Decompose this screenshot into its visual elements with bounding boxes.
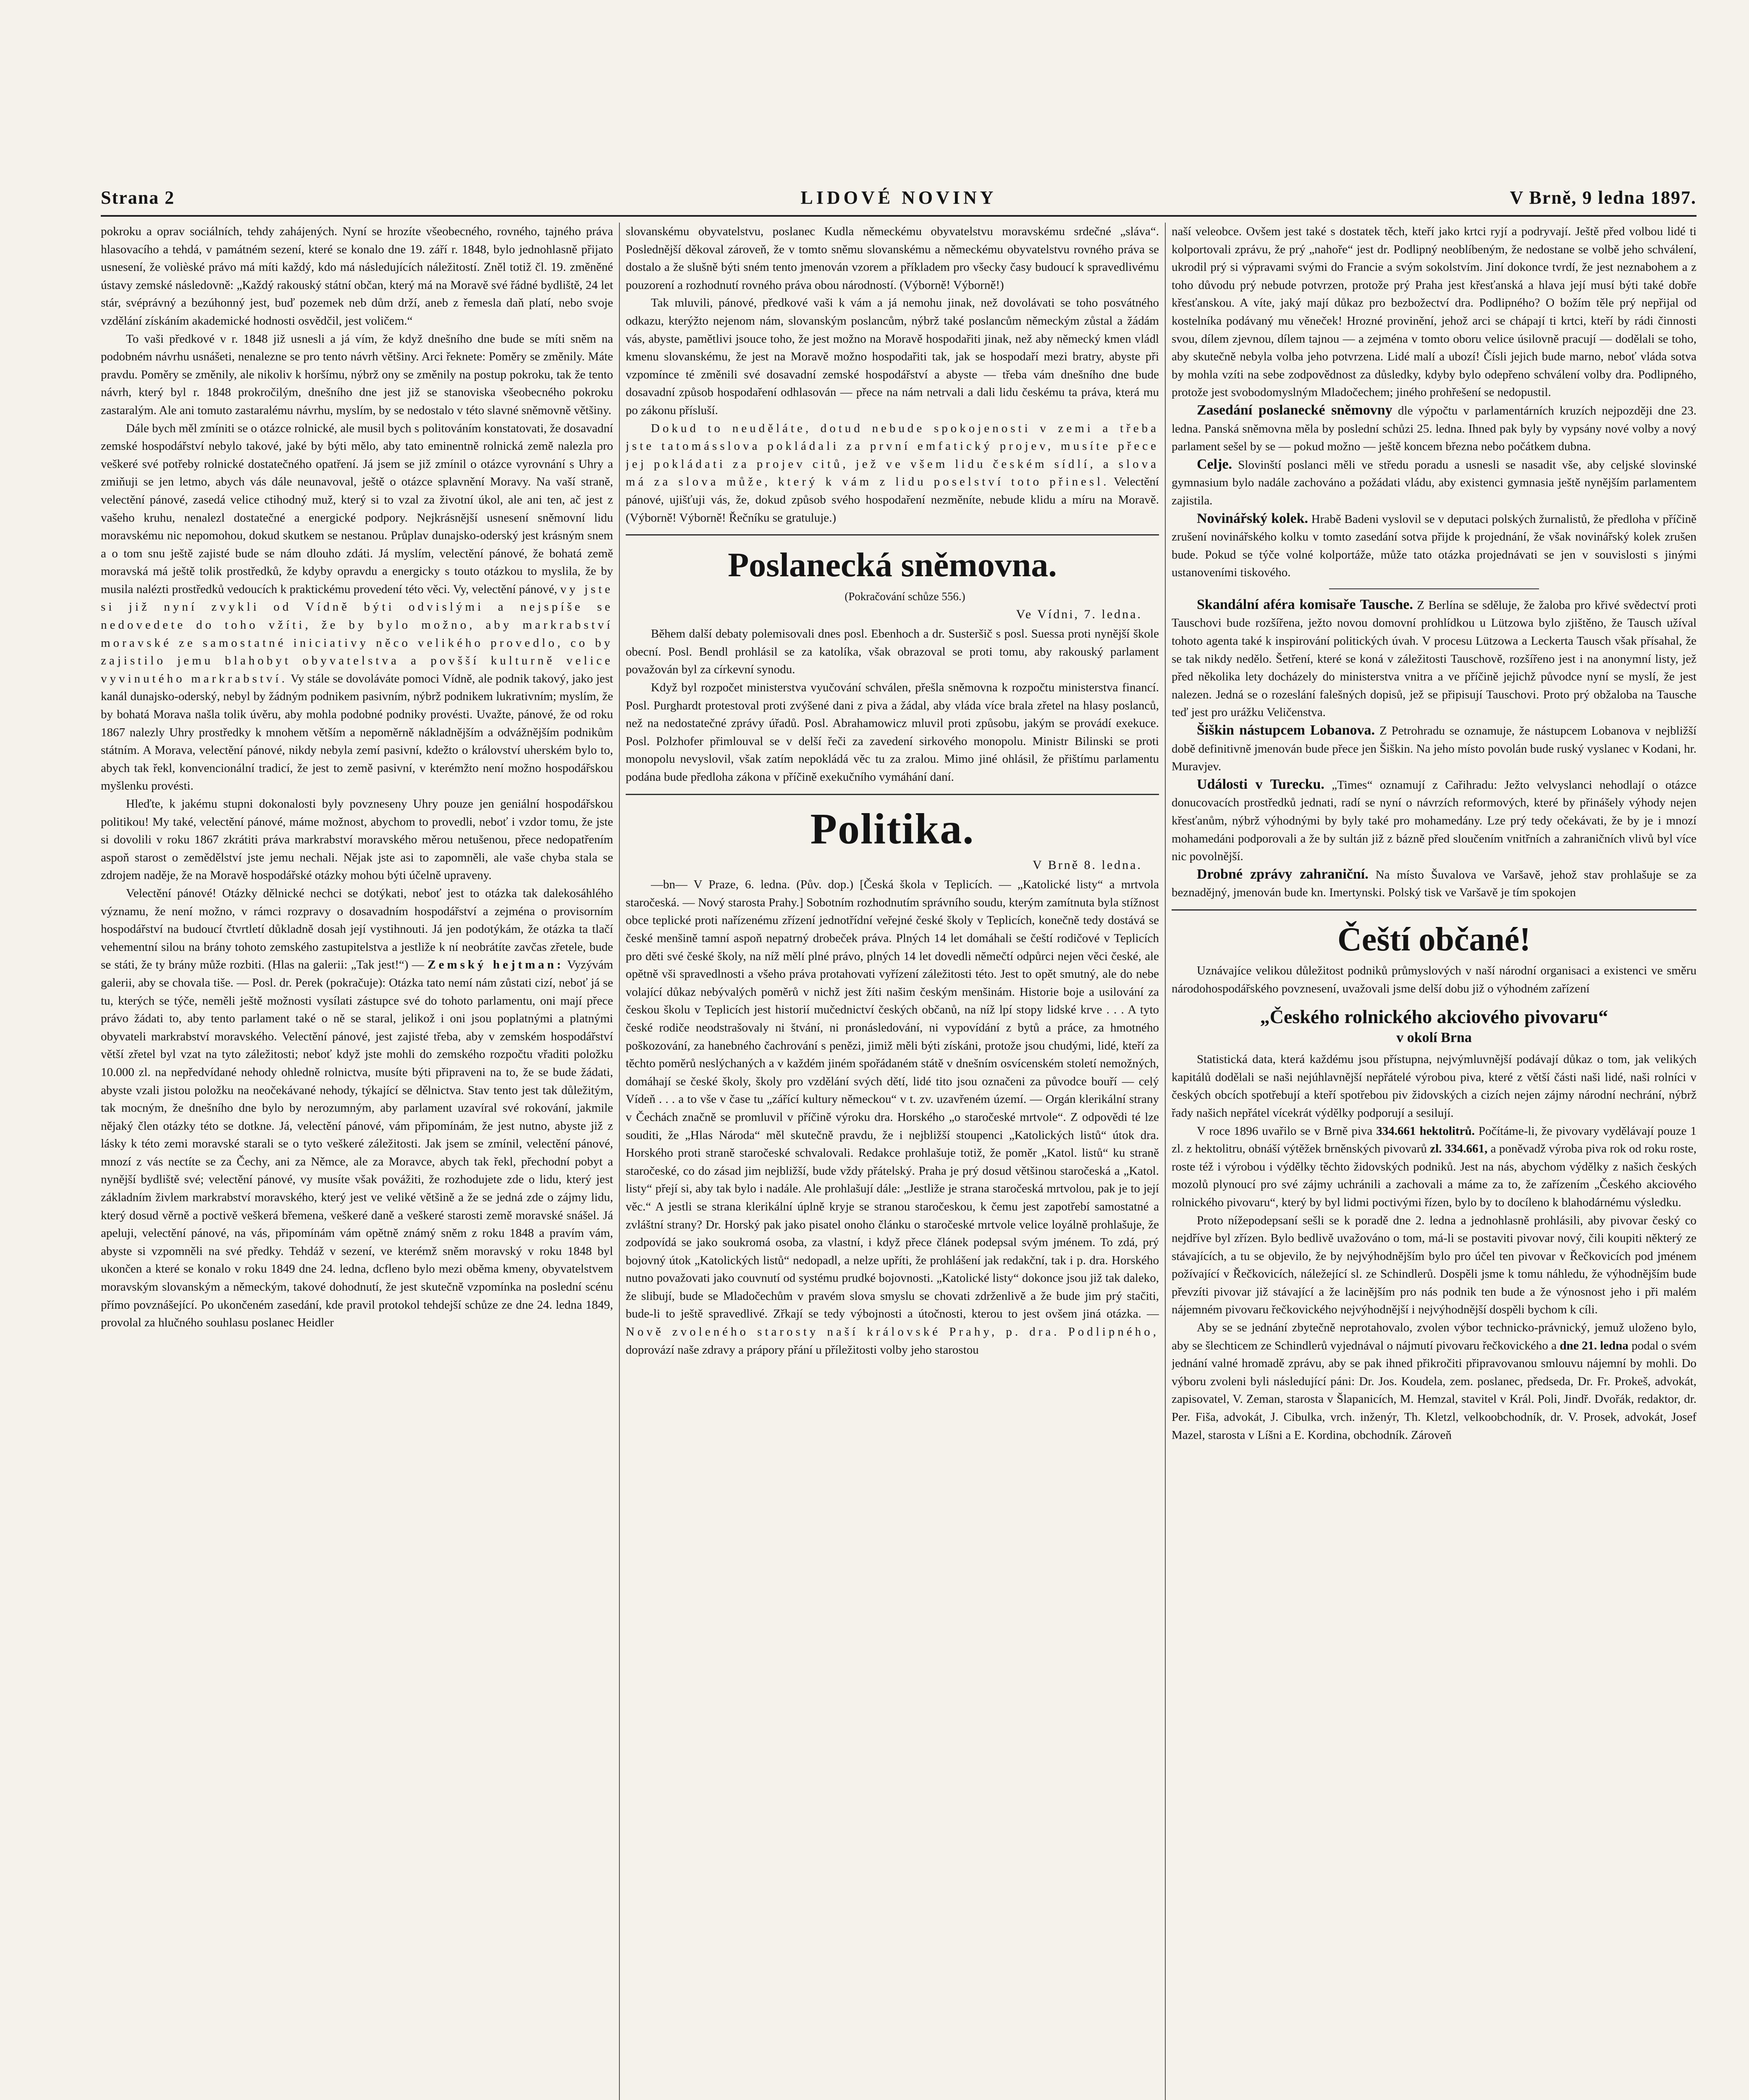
paragraph [626,420,1159,527]
news-headline: Celje. [1197,456,1232,472]
paragraph [626,876,1159,1359]
dateline: Ve Vídni, 7. ledna. [1016,607,1142,621]
paragraph-text: V roce 1896 uvařilo se v Brně piva [1197,1124,1373,1138]
spaced-emphasis: Nově zvoleného starosty naší královské Prahy, p. dra. Podlipného, [626,1325,1159,1339]
news-headline: Novinářský kolek. [1197,510,1308,526]
page-number: Strana 2 [101,187,175,208]
news-text: dle výpočtu v parlamentárních kruzích nejpozději dne 23. ledna. Panská sněmovna měla by poslední schůzi 25. ledna. Ihned pak byly by vypsány nové volby a nový parlament sešel by se — pokud možno — ještě koncem března nebo počátkem dubna. [1172,404,1697,454]
paragraph-text: podal o svém jednání valné hromadě zprávu, aby se pak ihned přikročiti připravovanou smlouvu nájemní by mohli. Do výboru zvoleni byli následující páni: Dr. Jos. Koudela, zem. poslanec, předseda, Dr. Fr. Prokeš, advokát, zapisovatel, V. Zeman, starosta v Šlapanicích, M. Hemzal, stavitel v Král. Poli, Jindř. Dvořák, redaktor, dr. Per. Fiša, advokát, J. Cibulka, vrch. inženýr, Th. Kletzl, velkoobchodník, dr. V. Prosek, advokát, Josef Mazel, starosta v Líšni a E. Kordina, obchodník. Zároveň [1172,1339,1697,1442]
paragraph: Proto nížepodepsaní sešli se k poradě dne 2. ledna a jednohlasně prohlásili, aby pivovar český co nejdříve byl zřízen. Bylo bedlivě uvažováno o tom, má-li se postaviti pivovar nový, čili koupiti některý ze stávajících, a tu se objevilo, že by nejvýhodnějším bylo pro účel ten pivovar v Řečkovicích pod jménem požívající v Řečkovicích, náležející sl. ze Schindlerů. Dospěli jsme k tomu náhledu, že výhodnějším bude převzíti pivovar již stávající a že lacinějším pro nás podnik ten bude a že výnosnost jeho i při malém nájemném pivovaru řečkovického nejvýhodnější i nejvýhodnější dospěli bychom k cíli. [1172,1213,1697,1317]
paragraph: slovanskému obyvatelstvu, poslanec Kudla německému obyvatelstvu moravskému srdečné „sláva“. Poslednější děkoval zároveň, že v tomto sněmu slovanskému a německému obyvatelstvu rovného práva se dostalo a že slušně býti sném tento jmenován vzorem a příkladem pro všecky časy budoucí k spravedlivému pouzorení a rozhodnutí rovného práva obou národností. (Výborně! Výborně!) [626,225,1159,292]
paragraph-text: Velectění pánové! Otázky dělnické nechci se dotýkati, neboť jest to otázka tak dalekosáhlého významu, že není možno, v rámci rozpravy o dosavadním hospodářství a zejména o provisorním hospodářství na budoucí čtvrtletí důkladně dosah její vystihnouti. Já jen podotýkám, že otázka ta tlačí vehementní silou na brány tohoto zemského zastupitelstva a jestliže k ní neobrátíte zavčas zřetele, bude se státi, že ty brány může rozbiti. (Hlas na galerii: „Tak jest!“) — [101,886,613,972]
section-rule [626,794,1159,795]
header-rule [101,215,1697,217]
section-rule [1172,909,1697,911]
paragraph [101,885,613,1332]
column-divider-1 [619,223,620,2100]
brewery-title [1172,1005,1697,1047]
news-headline: Drobné zprávy zahraniční. [1197,866,1369,882]
spaced-emphasis: vy jste si již nyní zvykli od Vídně býti odvislými a nejspíše se nedovedete do toho vžíti, že by bylo možno, aby markrabství moravské ze samostatné iniciativy něco velikého provedlo, co by zajistilo jemu blahobyt obyvatelstva a povšší kulturně velice vyvinutého markrabství. [101,582,613,685]
section-subtitle: (Pokračování schůze 556.) [844,590,965,603]
column-3 [1172,223,1697,2100]
highlight-figure: 334.661 hektolitrů. [1376,1124,1475,1138]
column-2 [626,223,1159,2100]
place-date: V Brně, 9 ledna 1897. [1510,187,1697,208]
dateline: V Brně 8. ledna. [1033,858,1142,872]
paragraph: naší veleobce. Ovšem jest také s dostatek těch, kteří jako krtci ryjí a podryvají. Ještě před volbou lidé ti kolportovali zprávu, že prý „nahoře“ jest dr. Podlipný neoblíbeným, že nedostane se volbě jeho schválení, ukrodil prý si výpravami svými do Francie a svým sokolstvím. Jiní dokonce tvrdí, že jest neznabohem a z toho důvodu prý nebude potvrzen, protože prý Praha jest křesťanská a hlava její musí býti také dobře křesťanskou. A víte, jaký mají důkaz pro bezbožectví dra. Podlipného? O božím těle prý nepřijal od kostelníka podávaný mu věneček! Hrozné provinění, jehož arci se chápají ti krtci, kteří by rádi činnosti svou, dílem zjevnou, dílem tajnou — a zejména v tomto oboru velice úsilovně pracují — dodělali se toho, aby skutečně nebyla volba jeho potvrzena. Lidé malí a ubozí! Čísli jejich bude marno, neboť vláda sotva by mohla vzíti na sebe zodpovědnost za důsledky, kdyby bylo odepřeno schválení volby dra. Podlipného, protože jest svobodomyslným Mladočechem; jiného prohřešení se nedopustil. [1172,225,1697,399]
news-item-zasedani [1172,402,1697,456]
paragraph: To vaši předkové v r. 1848 již usnesli a já vím, že když dnešního dne bude se míti sněm na podobném návrhu usnášeti, nenalezne se pro tento návrh většiny. Arci řeknete: Poměry se změnily. Máte pravdu. Poměry se změnily, ale nikoliv k horšímu, nýbrž ony se změnily na postup pokroku, tak že tento návrh, který byl r. 1848 prokročilým, dnešního dne jest již se stanoviska všeobecného pokroku zastaralým. Ale ani tomuto zastaralému návrhu, myslím, by se nedostalo v této slavné sněmovně většiny. [101,332,613,417]
news-item-tausche [1172,596,1697,722]
news-headline: Události v Turecku. [1197,776,1324,792]
brewery-location: v okolí Brna [1396,1030,1472,1046]
news-text: Na místo Šuvalova ve Varšavě, jehož stav prohlašuje se za beznadějný, jmenován bude kn. Imertynski. Polský tisk ve Varšavě je tím spokojen [1172,868,1697,900]
news-text: „Times“ oznamují z Cařihradu: Ježto velvyslanci nehodlají o otázce donucovacích prostředků jednati, radí se nyní o návrzích reformových, které by přinášely výhody nejen křesťanům, nýbrž výhodnými by byly také pro mohamedány. Lze prý tedy očekávati, že by je i mnozí mohamedáni podporovali a že by sultán již z bázně před sloučením vnitřních a zahraničních vlivů byl více nic povolnější. [1172,778,1697,864]
paragraph [1172,1319,1697,1444]
paragraph-text: Vyzývám galerii, aby se chovala tiše. — Posl. dr. Perek (pokračuje): Otázka tato nemí nám zůstati cizí, neboť já se tu, kterých se týče, neměli ještě možnosti vysílati zástupce své do tohoto parlamentu, oni mají přece právo žádati to, aby tento parlament také o ně se staral, jelikož i oni jsou poplatnými a platnými obyvateli markrabství moravského. Velectění pánové, jest zajisté třeba, aby v zemském hospodářství větší zřetel byl vzat na tyto záležitosti; neboť když jste mohli do zemského rozpočtu vřaditi položku 10.000 zl. na nepředvídané nehody ohledně rolnictva, musíte býti připraveni na to, že se bude žádati, abyste vzali jistou položku na neočekávané nehody, týkající se dělnictva. Stav tento jest tak důležitým, tak mocným, že dnešního dne bylo by nerozumným, aby parlament uzavíral své rokování, jakmile nějaký člen otázky této se dotkne. Já, velectění pánové, vám připomínám, že jest nutno, abyste již z lásky k této zemi moravské starali se o tyto veškeré záležitosti. Jak jsem se zmínil, velectění pánové, mnozí z vás nectíte se za Čechy, ani za Němce, ale za Moravce, abych tak řekl, přechodní pobyt a nynější bydliště své; velectění pánové, vy musíte však povážiti, že rozhodujete zde o lidu, který jest základním živlem markrabství moravského, který jest ve veliké většině a že se jedná zde o zájmy lidu, který dosud věrně a poctivě veškerá břemena, veškeré daně a veškeré starosti země moravské snášel. Já apeluji, velectění pánové, na vás, připomínám vám opětně známý sněm z roku 1848 a pravím vám, abyste si vzpomněli na své předky. Tehdáž v sezení, ve kterémž sněm moravský v roku 1848 byl ukončen a které se konalo v roku 1849 dne 24. ledna, dcfleno bylo mezi oběma kmeny, obyvatelstvem moravským slovanským a německým, takové dohodnutí, že jest skutečně vzpomínka na poslední scénu přímo povznášející. Po ukončeném zasedání, kde pravil protokol tehdejší schůze ze dne 24. ledna 1849, provolal za hlučného souhlasu poslanec Heidler [101,958,613,1330]
brewery-name: „Českého rolnického akciového pivovaru“ [1260,1006,1608,1028]
paragraph-text: doprovází naše zdravy a prápory přání u příležitosti volby jeho starostou [626,1343,979,1357]
news-headline: Zasedání poslanecké sněmovny [1197,402,1392,418]
paragraph: Tak mluvili, pánové, předkové vaši k vám a já nemohu jinak, než dovolávati se toho posvátného odkazu, kterýžto nejenom nám, slovanským poslancům, nýbrž také poslancům německým zůstal a žádám vás, abyste, pamětlivi jsouce toho, že jest možno na Moravě hospodařiti jinak, než aby německý kmen vládl kmenu slovanskému, že jest na Moravě možno hospodařiti tak, jak se hospodaří mezi bratry, abyste při vzpomínce té změnili své dosavadní zemské hospodářství a abyste — třeba vám dnešního dne bude dosavadní způsob hospodaření odhlasován — přece na nám netrvali a dali lidu českému ta práva, která mu po zákonu přísluší. [626,296,1159,417]
paragraph: Během další debaty polemisovali dnes posl. Ebenhoch a dr. Susteršič s posl. Suessa proti nynější škole obecní. Posl. Bendl prohlásil se za katolíka, však obrazoval se proti tomu, aby rakouský parlament považován byl za církevní synodu. [626,627,1159,677]
paragraph: Statistická data, která každému jsou přístupna, nejvýmluvnější podávají důkaz o tom, jak velikých kapitálů dodělali se naši nejúhlavnější nepřátelé výrobou piva, které z větší části naši lidé, naši rolníci v českých obcích spotřebují a kteří spotřebou piv židovských a cizích nejen zájmy národní nechrání, nýbrž řady našich nepřátel vícekrát výdělky podporují a sesilují. [1172,1053,1697,1120]
item-rule [1329,588,1539,589]
news-item-siskin [1172,722,1697,776]
paragraph [1172,1122,1697,1212]
section-heading-politika: Politika. [810,804,975,853]
column-1 [101,223,613,2100]
news-text: Hrabě Badeni vyslovil se v deputaci polských žurnalistů, že předloha v příčině zrušení novinářského kolku v tomto zasedání sotva přijde k projednání, že však novinářský kolek zrušen bude. Pokud se týče volné kolportáže, může tato otázka projednávati se jen v souvislosti s jinými ustanoveními tiskového. [1172,512,1697,580]
news-item-kolek [1172,510,1697,582]
paragraph: Hleďte, k jakému stupni dokonalosti byly povzneseny Uhry pouze jen geniální hospodářskou politikou! My také, velectění pánové, máme možnost, abychom to provedli, neboť i vzdor tomu, že jste si dovolili v roku 1867 zkrátiti práva markrabství moravského měrou netušenou, přece nedopatřením aspoň starost o zemědělství jste jemu nechali. Nějak jste asi to zapomněli, ale vaše chyba stala se zdrojem naděje, že na Moravě hospodářské otázky mohou býti účelně upraveny. [101,797,613,882]
section-rule [626,534,1159,536]
speaker-label: Zemský hejtman: [427,958,564,972]
news-text: Z Petrohradu se oznamuje, že nástupcem Lobanova v nejbližší době definitivně jmenován bude přece jen Šiškin. Na jeho místo povolán bude ruský vyslanec v Kodani, hr. Muravjev. [1172,724,1697,774]
news-item-drobne [1172,866,1697,902]
page-header [101,187,1697,212]
paragraph: Když byl rozpočet ministerstva vyučování schválen, přešla sněmovna k rozpočtu ministerstva financí. Posl. Purghardt protestoval proti zvýšené dani z piva a žádal, aby vláda více brala zřetel na hlasy poslanců, než na nedostatečné zprávy úřadů. Posl. Abrahamowicz mluvil proti způsobu, jakým se provádí exekuce. Posl. Polzhofer přimlouval se v delší řeči za zavedení sirkového monopolu. Ministr Bilinski se proti monopolu nevyslovil, však zatím nepokládá věc tu za zralou. Mimo jiné ohlásil, že přištímu parlamentu podána bude předloha zákona v příčině exekučního vymáhání daní. [626,681,1159,784]
paragraph-text: Dále bych měl zmíniti se o otázce rolnické, ale musil bych s politováním konstatovati, že dosavadní zemské hospodářství nebylo takové, jaké by býti mělo, aby tato eminentně rolnická země nalezla pro veškeré své potřeby rolnické dostatečného opatření. Já jsem se již zmínil o otázce vyrovnání s Uhry a zmiňuji se jen letmo, abych vás dále neunavoval, ještě o otázce splavnění Moravy. Na vaší straně, velectění pánové, zasedá velice ctihodný muž, který si to vzal za životní úkol, ale ani ten, ač jest z vašeho kruhu, nenalezl dostatečné a energické podpory. Nejkrásnější usnesení sněmovní lidu moravskému nic nepomohou, dokud skutkem se nestanou. Průplav dunajsko-oderský jest krásným snem a o tom snu ještě zajisté bude se nám dlouho zdáti. Já myslím, velectění pánové, že bohatá země moravská má ještě tolik prostředků, že kdyby opravdu a energicky s touto otázkou to myslila, že by musila nalézti prostředků vedoucích k praktickému provedení této věci. Vy, velectění pánové, [101,421,613,596]
paragraph-text: Velectění pánové, ujišťuji vás, že, dokud způsob svého hospodaření nezměníte, nebude klidu a míru na Moravě. (Výborně! Výborně! Řečníku se gratuluje.) [626,475,1159,525]
spaced-emphasis: Dokud to neuděláte, dotud nebude spokojenosti v zemi a třeba jste tatomásslova pokládali za první emfatický projev, musíte přece jej pokládati za projev citů, jež ve všem lidu českém sídlí, a slova má za slova může, který k vám z lidu poselství toto přinesl. [626,421,1159,489]
paragraph: Uznávajíce velikou důležitost podniků průmyslových v naší národní organisaci a existenci ve směru národohospodářského povznesení, uvažovali jsme delší dobu již o výhodném zařízení [1172,963,1697,995]
paragraph-text: Vy stále se dovoláváte pomoci Vídně, ale podnik takový, jako jest kanál dunajsko-oderský, nebyl by žádným podnikem pasivním, nýbrž podnikem lukrativním; myslím, že by bohatá Morava našla tolik úvěru, aby mohla podobné podniky provésti. Uvažte, pánové, že od roku 1867 nalezly Uhry prostředky k mnohem větším a nepoměrně nákladnějším a odvážnějším podnikům státním. A Morava, velectění pánové, nikdy nebyla zemí pasivní, kdežto o království uherském bylo to, abych tak řekl, konvencionální tradicí, že jest to země pasivní, v kterémžto není možno hospodářskou myšlenku provésti. [101,672,613,793]
paragraph [101,420,613,795]
column-divider-2 [1165,223,1166,2100]
news-text: Z Berlína se sděluje, že žaloba pro křivé svědectví proti Tauschovi bude rozšířena, ježto novou domovní prohlídkou u Lützowa bylo zjištěno, že Tausch užíval tohoto agenta také k inspirování politických úvah. V procesu Lützowa a Leckerta Tausch však přísahal, že se tak nikdy nedělo. Šetření, které se koná v záležitosti Tauschově, rozšířeno jest i na anonymní listy, jež před několika lety docházely do ministerstva vnitra a ve příčině jejichž původce nyní se myslí, že jest nalezen. Jedná se o rozeslání falešných dopisů, jež se připisují Tauschovi. Proto prý obžaloba na Tausche teď jest pro urážku Veličenstva. [1172,598,1697,719]
paragraph-text: Aby se se jednání zbytečně neprotahovalo, zvolen výbor technicko-právnický, jemuž uloženo bylo, aby se šlechticem ze Schindlerů vyjednával o nájmutí pivovaru řečkovického a [1172,1321,1697,1352]
news-headline: Šiškin nástupcem Lobanova. [1197,722,1375,738]
paragraph-text: a poněvadž výroba piva rok od roku roste, roste též i výrobou i výdělky těchto židovských podniků. Jest na nás, abychom výdělky z našich českých mozolů plynoucí pro své zájmy uchránili a zachovali a máme za to, že zařízením „Českého akciového rolnického pivovaru“, který by byl lidmi poctivými řízen, bylo by to docíleno k blahodárnému výsledku. [1172,1142,1697,1209]
paragraph: pokroku a oprav sociálních, tehdy zahájených. Nyní se hrozíte všeobecného, rovného, tajného práva hlasovacího a tehdá, v památném sezení, které se konalo dne 19. září r. 1848, bylo jednohlasně přijato usnesení, že volièské právo má míti každý, kdo má následujících náležitostí. Zněl totiž čl. 19. změněné ústavy zemské následovně: „Každý rakouský státní občan, který má na Moravě své řádné bydliště, 24 let stár, svéprávný a bezúhonný jest, buď pozemek neb dům drží, aneb z řemesla daň platí, nebo svoje vzdělání získáním akademické hodnosti osvědčil, jest voličem.“ [101,225,613,328]
highlight-figure: zl. 334.661, [1430,1142,1488,1156]
section-heading-cesti-obcane: Čeští občané! [1337,921,1531,958]
paragraph-text: Počítáme-li, že pivovary vydělávají pouze 1 zl. z hektolitru, obnáší výtěžek brněnských pivovarů [1172,1124,1697,1156]
news-headline: Skandální aféra komisaře Tausche. [1197,596,1413,612]
newspaper-title: LIDOVÉ NOVINY [800,187,997,208]
news-item-celje [1172,456,1697,510]
paragraph-text: —bn— V Praze, 6. ledna. (Pův. dop.) [Česká škola v Teplicích. — „Katolické listy“ a mrtvola staročeská. — Nový starosta Prahy.] Sobotním rozhodnutím správního soudu, kterým zamítnuta byla stížnost obce teplické proti nařízenému zřízení jednotřídní veřejné české školy v Teplicích, konečně tedy dostává se české menšině tamní aspoň nepatrný drobeček práva. Plných 14 let domáhali se čeští rodičové v Teplicích pro děti své české školy, na níž mělí plné právo, plných 14 let dovedli němečtí odpůrci nejen věci české, ale opětně vši spravedlnosti a všeho práva protahovati vyřízení záležitosti této. Jest to opět smutný, ale do nebe volající důkaz nebývalých poměrů v nichž jest žíti našim českým menšinám. Historie boje a usilování za českou školu v Teplicích jest historií mučednictví českých občanů, na níž lpí stopy lidské krve . . . A tyto české rodiče neodstrašovaly ni štvání, ni pronásledování, ni vypovídání z bytů a práce, za hmotného poškozování, za hanebného čachrování s penězi, jimiž měli býti získáni, protože jsou chudými, lidé, kteří za těchto poměrů neslýchaných a v každém jiném spořádaném státě v dnešním osvícenském století nemožných, domáhají se české školy, školy pro vzdělání svých dětí, lidé tito jsou označeni za původce bouří — celý Vídeň . . . a to vše v čase tu „zářící kultury německou“ v t. zv. uzavřeném území. — Orgán klerikální strany v Čechách značně se promluvil v příčině výroku dra. Horského „o staročeské mrtvole“. Z odpovědi té lze souditi, že „Hlas Národa“ měl skutečně pravdu, že i nejbližší stoupenci „Katolických listů“ útok dra. Horského proti straně staročeské schvalovali. Redakce prohlašuje totiž, že poměr „Katol. listů“ ku straně staročeské, co do zásad jim nejbližší, bude vždy přátelský. Praha je prý dosud většinou staročeská a „Katol. listy“ přejí si, aby tak bylo i nadále. Ale prohlašují dále: „Jestliže je strana staročeská mrtvolou, pak je to její věc.“ A jestli se strana klerikální úplně kryje se stranou staročeskou, k čemu jest zapotřebí samostatné a zvláštní strany? Dr. Horský pak jako pisatel onoho článku o staročeské mrtvole velice loyálně prohlašuje, že zodpovídá se jako soukromá osoba, za vlastní, i když přece článek podepsal svým jménem. To zdá, prý bojovný útok „Katolických listů“ nedopadl, a nelze upříti, že prohlášení jak redakční, tak i p. dra. Horského nutno považovati jako couvnutí od systému prudké bojovnosti. „Katolické listy“ dokonce jsou již tak daleko, že slibují, bude se Mladočechům v pravém slova smyslu se chovati zdrženlivě a že bude jim prý stačiti, bude-li to ještě spravedlivé. Zřkají se tedy výbojnosti a útočnosti, kterou to jest ovšem jiná otázka. — [626,878,1159,1321]
news-text: Slovinští poslanci měli ve středu poradu a usnesli se nasadit vše, aby celjské slovinské gymnasium bylo nadále zachováno a požádati vládu, aby existenci gymnasia ještě nynějším parlamentem zajistila. [1172,458,1697,507]
news-item-turecko [1172,776,1697,866]
highlight-date: dne 21. ledna [1560,1339,1628,1352]
section-heading-snemovna: Poslanecká sněmovna. [728,546,1057,584]
